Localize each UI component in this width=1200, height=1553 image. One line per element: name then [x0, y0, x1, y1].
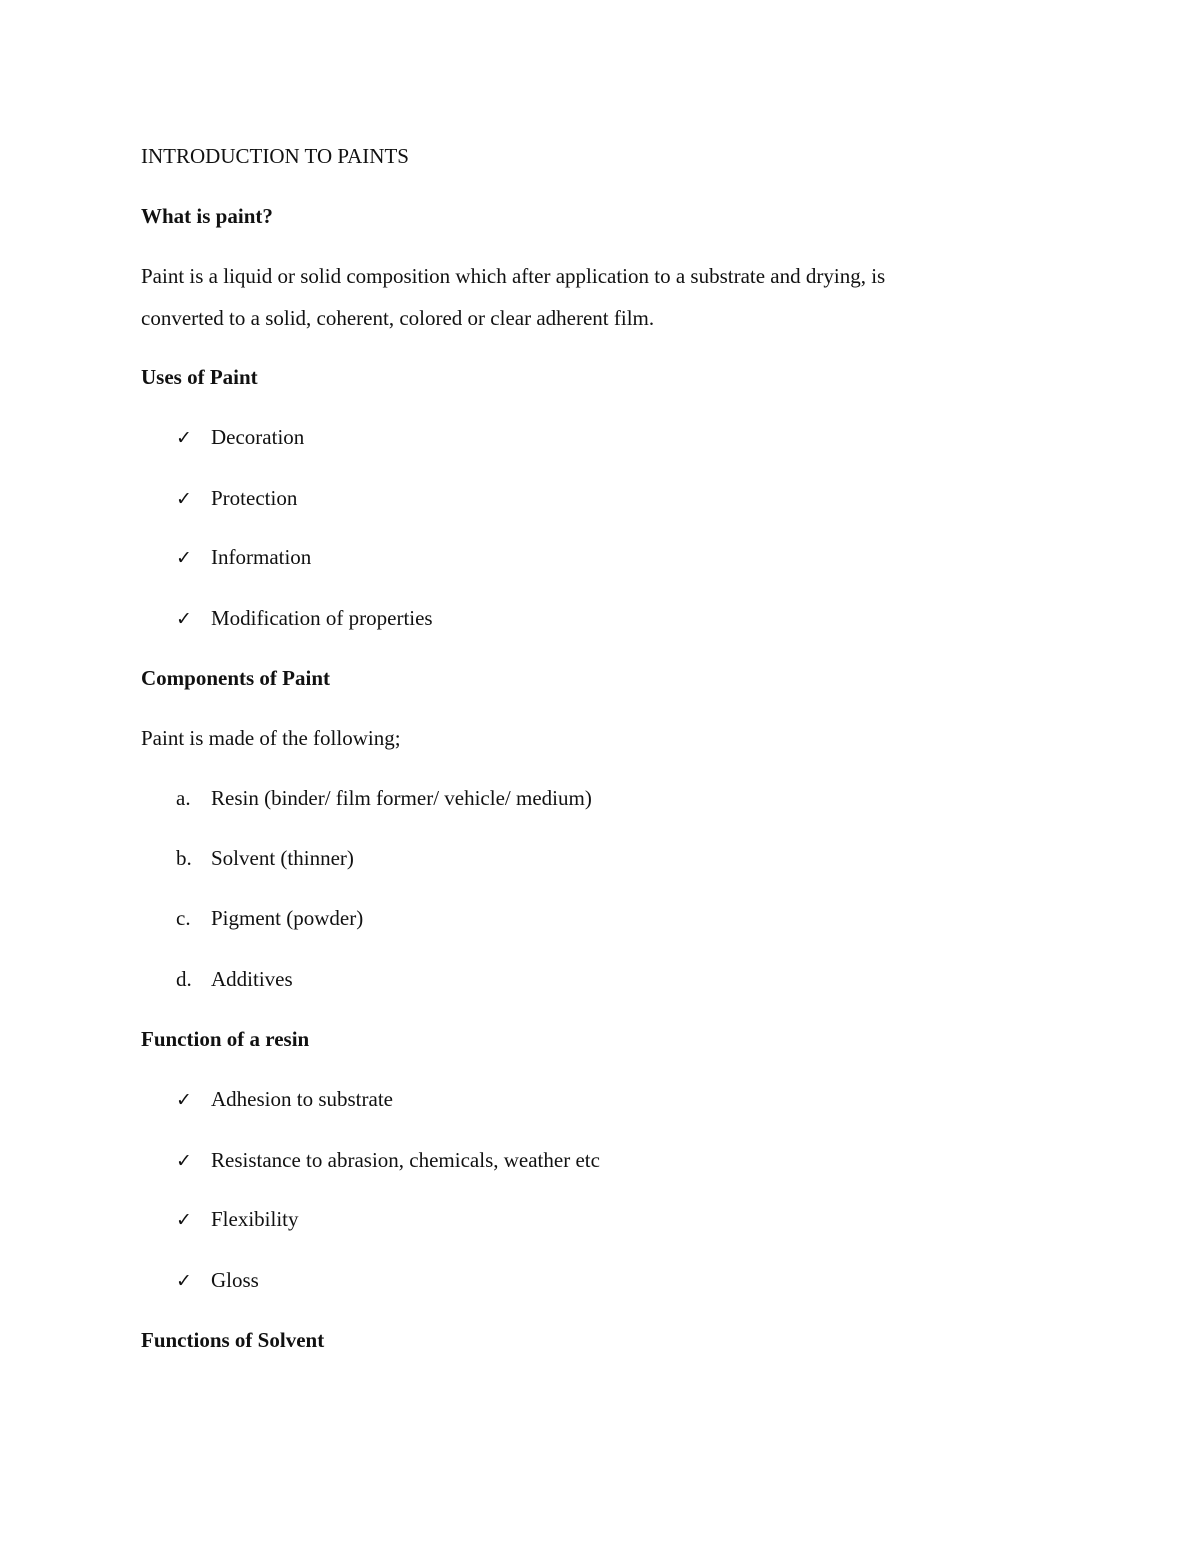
checkmark-icon: ✓	[176, 488, 192, 510]
list-item-text: Adhesion to substrate	[211, 1087, 393, 1111]
checkmark-icon: ✓	[176, 547, 192, 569]
checkmark-icon: ✓	[176, 1150, 192, 1172]
paragraph-line-2: converted to a solid, coherent, colored or clear adherent film.	[141, 306, 655, 330]
list-item	[176, 606, 433, 631]
list-item	[176, 1207, 299, 1232]
list-item	[176, 545, 311, 570]
list-item	[176, 1087, 393, 1112]
list-item-text: Protection	[211, 486, 298, 510]
list-item	[176, 786, 592, 810]
list-item	[176, 486, 297, 511]
list-marker: c.	[176, 906, 191, 930]
list-item	[176, 425, 304, 450]
paragraph-line-1: Paint is a liquid or solid composition which after application to a substrate and drying, is	[141, 264, 886, 288]
list-item-text: Resin (binder/ film former/ vehicle/ medium)	[211, 786, 592, 810]
checkmark-icon: ✓	[176, 427, 192, 449]
list-item-text: Information	[211, 545, 312, 569]
list-item-text: Gloss	[211, 1268, 259, 1292]
list-item	[176, 1268, 259, 1293]
heading-function-of-resin: Function of a resin	[141, 1027, 310, 1051]
heading-uses-of-paint: Uses of Paint	[141, 365, 258, 389]
heading-components-of-paint: Components of Paint	[141, 666, 331, 690]
list-item-text: Decoration	[211, 425, 305, 449]
heading-functions-of-solvent: Functions of Solvent	[141, 1328, 325, 1352]
checkmark-icon: ✓	[176, 1089, 192, 1111]
list-item-text: Solvent (thinner)	[211, 846, 354, 870]
heading-what-is-paint: What is paint?	[141, 204, 273, 228]
list-item-text: Flexibility	[211, 1207, 299, 1231]
list-item-text: Modification of properties	[211, 606, 433, 630]
document-title: INTRODUCTION TO PAINTS	[141, 144, 409, 168]
list-item-text: Pigment (powder)	[211, 906, 364, 930]
checkmark-icon: ✓	[176, 608, 192, 630]
list-item	[176, 1148, 600, 1173]
list-marker: a.	[176, 786, 191, 810]
list-item-text: Additives	[211, 967, 293, 991]
checkmark-icon: ✓	[176, 1209, 192, 1231]
list-marker: d.	[176, 967, 192, 991]
components-intro: Paint is made of the following;	[141, 726, 401, 750]
checkmark-icon: ✓	[176, 1270, 192, 1292]
list-item	[176, 967, 293, 991]
list-item	[176, 906, 363, 930]
list-marker: b.	[176, 846, 192, 870]
list-item-text: Resistance to abrasion, chemicals, weather etc	[211, 1148, 600, 1172]
list-item	[176, 846, 354, 870]
